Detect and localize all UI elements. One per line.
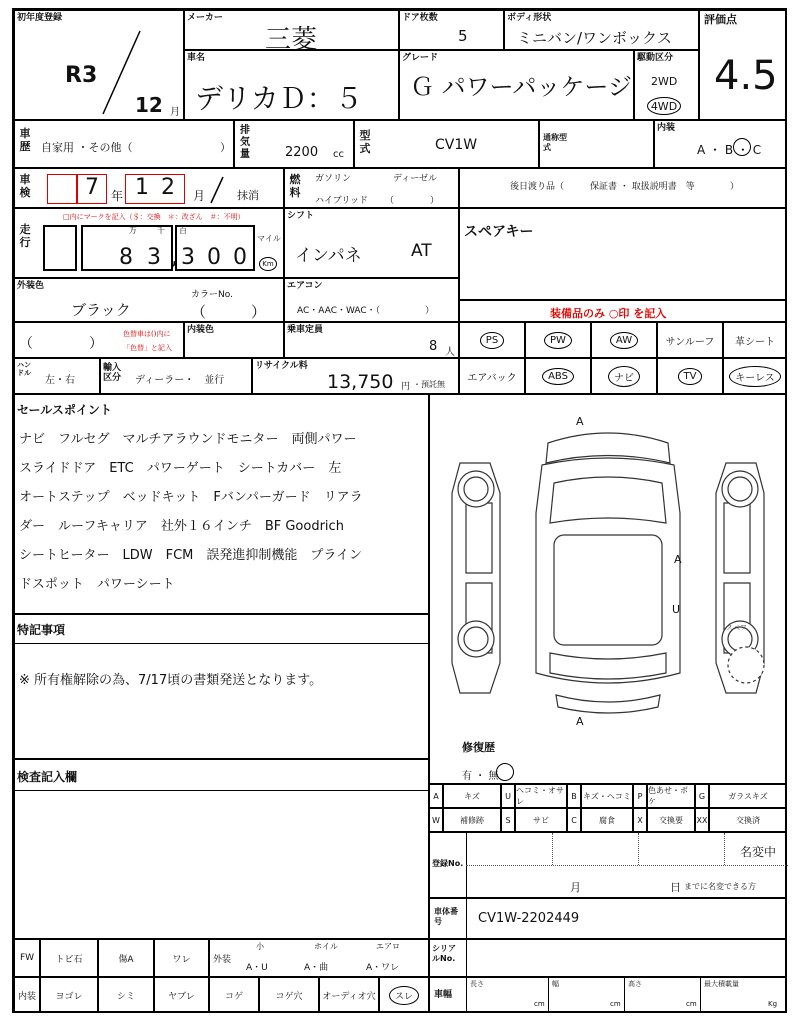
small-label: 小 [256, 942, 264, 951]
shift-label: シフト [287, 211, 315, 221]
mileage-unit-km: Km [259, 257, 277, 271]
legend2-text-7: 交換要 [659, 815, 683, 825]
equip1-text-4: 革シート [735, 336, 775, 348]
legend2-cell-2 [501, 808, 515, 832]
fuel-hybrid: ハイブリッド [315, 196, 369, 206]
chassis-cell [429, 898, 787, 939]
legend1-cell-4 [567, 784, 581, 808]
dims-maxload: 最大積載量 [704, 980, 739, 988]
mark-right-a: A [674, 553, 682, 566]
name-change: 名変中 [740, 845, 777, 859]
recycle-label: リサイクル料 [255, 361, 308, 371]
mileage-cell [14, 208, 284, 278]
bottom2-text-1: ヨゴレ [55, 991, 83, 1002]
mileage-digit-3: 3 [181, 245, 195, 270]
bottom1-text-0: FW [19, 953, 35, 963]
displacement-value: 2200 [285, 145, 319, 160]
inspection-month-unit: 月 [193, 189, 206, 203]
legend-row-2 [429, 808, 787, 832]
grade-cell [399, 50, 634, 120]
equip-note-cell [459, 300, 787, 322]
car-diagram [430, 403, 786, 723]
legend2-cell-9 [709, 808, 787, 832]
legend1-text-6: P [637, 791, 643, 801]
reg-no-sep2 [638, 833, 639, 865]
small-value: A・U [246, 963, 268, 973]
recycle-unit: 円 [401, 382, 411, 392]
equip1-cell-3 [657, 322, 723, 358]
auction-sheet [12, 8, 787, 1013]
sales-points-lines [19, 425, 429, 599]
bottom1-cell-0 [14, 939, 40, 977]
inspection-month: 12 [135, 175, 187, 200]
equip2-text-0: エアバック [467, 372, 517, 384]
legend2-text-6: X [637, 815, 643, 825]
equip1-cell-2 [591, 322, 657, 358]
serial-divider [466, 940, 467, 976]
equip1-text-1: PW [544, 332, 572, 349]
legend1-text-8: G [698, 791, 706, 801]
import-value: ディーラー・ 並行 [135, 375, 225, 386]
wheel-value: A・曲 [304, 963, 329, 973]
dims-label: 車幅 [434, 990, 453, 1000]
car-name-cell [184, 50, 399, 120]
reg-deadline: までに名変できる方 [684, 882, 756, 891]
sales-points-cell [14, 394, 429, 614]
dims-kg: Kg [768, 1000, 778, 1008]
color-change-note2: 「色替」と記入 [123, 344, 172, 352]
recycle-value: 13,750 [327, 371, 394, 393]
sales-point-line: オートステップ ベッドキット Fバンパーガード リアラ [19, 490, 363, 505]
fuel-cell [284, 168, 459, 208]
score-label: 評価点 [704, 13, 737, 26]
legend2-cell-8 [695, 808, 709, 832]
equip-note: 装備品のみ ○印 を記入 [550, 307, 667, 320]
legend2-text-2: S [505, 815, 511, 825]
dims-height-cm: cm [686, 1000, 697, 1008]
legend2-cell-0 [429, 808, 443, 832]
shift-value: インパネ [295, 246, 362, 266]
drive-label: 駆動区分 [637, 53, 674, 63]
bottom2-text-5: コゲ穴 [275, 991, 303, 1002]
mileage-lead-box [43, 225, 77, 271]
special-notes-label: 特記事項 [17, 623, 66, 637]
car-name-value: デリカＤ：５ [195, 82, 363, 115]
sales-point-line: ナビ フルセグ マルチアラウンドモニター 両側パワー [19, 432, 357, 447]
legend1-text-4: B [571, 791, 577, 801]
dims-width: 幅 [552, 980, 559, 988]
legend2-text-5: 腐食 [599, 815, 615, 825]
reg-no-sep3 [724, 833, 725, 865]
aero-value: A・ワレ [366, 963, 400, 973]
bottom2-cell-5 [259, 977, 319, 1013]
legend2-cell-3 [515, 808, 567, 832]
doors-label: ドア枚数 [402, 13, 438, 23]
equip1-cell-0 [459, 322, 525, 358]
capacity-cell [284, 322, 459, 358]
bottom2-text-7: スレ [389, 986, 419, 1005]
spare-label: スペア [726, 624, 747, 632]
bottom2-text-2: シミ [116, 991, 135, 1002]
equip1-cell-1 [525, 322, 591, 358]
legend1-cell-6 [633, 784, 647, 808]
color-change-paren: （ ） [19, 336, 103, 352]
reg-no-label: 登録No. [432, 859, 464, 868]
inspection-cancel: 抹消 [237, 189, 259, 202]
equipment-row-1 [459, 322, 787, 358]
aircon-label: エアコン [287, 281, 323, 291]
serial-label: シリアルNo. [432, 944, 456, 963]
color-change-cell [14, 322, 184, 358]
drive-cell [634, 50, 699, 120]
bottom1-cell-3 [154, 939, 209, 977]
color-change-note1: 色替車は()内に [123, 330, 171, 338]
score-value: 4.5 [714, 53, 778, 99]
mileage-unit-mile: マイル [257, 234, 281, 243]
equip2-cell-3 [657, 358, 723, 394]
legend1-cell-0 [429, 784, 443, 808]
import-label: 輸入区分 [103, 363, 122, 383]
recycle-deposit: ・預託無 [413, 380, 445, 389]
legend1-text-5: キズ・ヘコミ [583, 791, 631, 801]
capacity-label: 乗車定員 [287, 325, 324, 335]
history-label: 車歴 [19, 127, 31, 153]
sales-point-line: ダー ルーフキャリア 社外１６インチ BF Goodrich [19, 519, 344, 534]
exterior-label: 外装 [213, 955, 232, 965]
interior-grade-label: 内装 [657, 123, 676, 133]
sales-point-line: シートヒーター LDW FCM 誤発進抑制機能 プライン [19, 548, 362, 563]
shift-type: AT [411, 241, 432, 261]
bottom2-cell-2 [98, 977, 154, 1013]
exterior-color-value: ブラック [71, 301, 131, 319]
inspector-notes-cell [14, 759, 429, 939]
legend1-text-3: ヘコミ・オサレ [516, 786, 564, 806]
mileage-digit-5: 0 [233, 245, 247, 270]
repair-circle [496, 763, 514, 781]
serial-cell [429, 939, 787, 977]
mileage-man: 万 [129, 226, 137, 235]
fuel-gasoline: ガソリン [315, 174, 352, 184]
mileage-digit-1: 8 [119, 245, 133, 270]
legend2-text-8: XX [696, 815, 708, 825]
exterior-small-cell [209, 939, 429, 977]
history-cell [14, 120, 234, 168]
mileage-digit-2: 3 [147, 245, 161, 270]
capacity-value: 8 [429, 339, 438, 354]
car-name-label: 車名 [187, 53, 206, 63]
first-reg-month-unit: 月 [170, 107, 180, 118]
reg-month: 月 [570, 881, 581, 894]
sales-point-line: スライドドア ETC パワーゲート シートカバー 左 [19, 461, 342, 476]
special-notes-cell [14, 614, 429, 759]
inspector-notes-label: 検査記入欄 [17, 770, 78, 784]
interior-grade-cell [654, 120, 787, 168]
dims-length-cm: cm [534, 1000, 545, 1008]
legend1-cell-9 [709, 784, 787, 808]
bottom1-cell-2 [98, 939, 154, 977]
drive-2wd: 2WD [651, 75, 678, 88]
displacement-label: 排気量 [240, 125, 250, 160]
equip2-text-3: TV [678, 368, 703, 385]
model-value: CV1W [435, 137, 478, 153]
legend2-cell-7 [647, 808, 695, 832]
bottom2-text-4: コゲ [224, 991, 243, 1002]
interior-grade-value: A ・ B ・ C [697, 143, 762, 157]
displacement-unit: cc [333, 149, 344, 160]
interior-color-cell [184, 322, 284, 358]
body-type-value: ミニバン/ワンボックス [517, 29, 672, 47]
dims-width-cm: cm [610, 1000, 621, 1008]
shift-cell [284, 208, 459, 278]
handle-cell [14, 358, 100, 394]
legend1-text-9: ガラスキズ [728, 791, 768, 801]
inspection-cell [14, 168, 284, 208]
fuel-diesel: ディーゼル [392, 173, 438, 184]
equip2-cell-4 [723, 358, 787, 394]
car-diagram-cell [429, 394, 787, 784]
bottom2-cell-4 [209, 977, 259, 1013]
legend1-cell-8 [695, 784, 709, 808]
legend1-text-2: U [505, 791, 511, 801]
equip2-cell-1 [525, 358, 591, 394]
legend1-cell-1 [443, 784, 501, 808]
mileage-digit-4: 0 [207, 245, 221, 270]
interior-color-label: 内装色 [187, 325, 215, 335]
legend1-text-7: 色あせ・ボケ [648, 786, 688, 806]
equip1-cell-4 [723, 322, 787, 358]
equip2-text-2: ナビ [608, 366, 640, 387]
inspection-label: 車検 [19, 173, 31, 199]
bottom1-text-2: 傷A [118, 954, 134, 965]
legend2-text-4: C [571, 815, 577, 825]
common-model-label: 通称型式 [543, 133, 567, 152]
score-cell [699, 10, 787, 120]
history-value: 自家用 ・その他（ [41, 141, 133, 154]
bottom2-text-0: 内装 [17, 991, 36, 1002]
mark-right-u: U [672, 603, 681, 616]
color-no-paren: （ ） [191, 303, 267, 321]
legend1-text-0: A [433, 791, 439, 801]
legend2-cell-1 [443, 808, 501, 832]
aircon-cell [284, 278, 459, 322]
fuel-hybrid-paren: （ ） [385, 196, 440, 206]
interior-grade-circle [733, 138, 751, 156]
legend2-cell-4 [567, 808, 581, 832]
mark-front: A [576, 415, 584, 428]
maker-value: 三菱 [265, 25, 318, 55]
exterior-color-label: 外装色 [17, 281, 45, 291]
spare-key-cell [459, 208, 787, 300]
bottom2-cell-0 [14, 977, 40, 1013]
chassis-label: 車体番号 [434, 907, 458, 926]
inspection-year: 7 [85, 175, 99, 200]
legend2-cell-6 [633, 808, 647, 832]
repair-label: 修復歴 [462, 741, 495, 754]
aircon-value: AC・AAC・WAC・（ ） [297, 306, 435, 316]
doors-cell [399, 10, 504, 50]
equip1-text-0: PS [480, 332, 504, 349]
inspection-year-box [47, 174, 77, 204]
dims-cell [429, 977, 787, 1013]
docs-items: 保証書 ・ 取扱説明書 等 [590, 182, 695, 192]
history-close: ） [220, 141, 231, 154]
maker-label: メーカー [187, 13, 223, 23]
sales-point-line: ドスポット パワーシート [19, 577, 175, 592]
equip1-text-2: AW [610, 332, 638, 349]
legend1-cell-7 [647, 784, 695, 808]
dims-div0 [466, 978, 467, 1012]
legend2-text-3: サビ [533, 815, 549, 825]
bottom-row-2 [14, 977, 429, 1013]
spare-key-text: スペアキー [464, 224, 534, 240]
sales-points-label: セールスポイント [17, 403, 112, 417]
equipment-row-2 [459, 358, 787, 394]
dims-div3 [700, 978, 701, 1012]
model-label: 型式 [359, 129, 371, 155]
bottom2-cell-1 [40, 977, 98, 1013]
first-reg-month: 12 [135, 93, 163, 117]
special-notes-text: ※ 所有権解除の為、7/17頃の書類発送となります。 [19, 673, 323, 688]
bottom1-text-1: トビ石 [55, 954, 83, 965]
dims-length: 長さ [470, 980, 484, 988]
first-reg-era: R3 [65, 63, 98, 88]
equip2-text-1: ABS [542, 368, 574, 385]
common-model-cell [539, 120, 654, 168]
legend2-text-1: 補修跡 [460, 815, 484, 825]
dims-div2 [624, 978, 625, 1012]
mileage-label: 走行 [19, 223, 31, 249]
recycle-cell [252, 358, 459, 394]
legend2-text-9: 交換済 [736, 815, 760, 825]
handle-value: 左・右 [45, 375, 75, 386]
first-reg-cell [14, 10, 184, 120]
equip2-text-4: キーレス [729, 366, 781, 387]
chassis-value: CV1W-2202449 [478, 911, 580, 926]
reg-no-sep1 [552, 833, 553, 865]
bottom1-text-3: ワレ [172, 954, 191, 965]
equip1-text-3: サンルーフ [665, 336, 715, 348]
mark-rear: A [576, 715, 584, 728]
equip2-cell-0 [459, 358, 525, 394]
bottom2-text-3: ヤブレ [168, 991, 195, 1002]
fuel-label: 燃料 [289, 173, 301, 199]
mileage-hyaku: 百 [179, 226, 187, 235]
bottom1-cell-1 [40, 939, 98, 977]
legend2-text-0: W [432, 815, 440, 825]
first-reg-label: 初年度登録 [17, 13, 63, 23]
chassis-divider [466, 899, 467, 938]
repair-value: 有 ・ 無 [462, 771, 499, 782]
mileage-sen: 千 [157, 226, 165, 235]
exterior-color-cell [14, 278, 284, 322]
docs-label: 後日渡り品（ [510, 182, 565, 192]
legend1-text-1: キズ [464, 791, 480, 801]
wheel-label: ホイル [314, 942, 338, 951]
reg-day: 日 [670, 881, 681, 894]
body-type-cell [504, 10, 699, 50]
inspection-year-unit: 年 [111, 189, 124, 203]
legend1-cell-5 [581, 784, 633, 808]
special-notes-divider [15, 643, 428, 644]
dims-div1 [548, 978, 549, 1012]
mileage-note: □内にマークを記入（＄：交換 ＊：改ざん ＃：不明） [63, 213, 245, 221]
maker-cell [184, 10, 399, 55]
grade-value: Ｇ パワーパッケージ [410, 73, 632, 101]
bottom2-text-6: オーディオ穴 [322, 991, 376, 1002]
bottom2-cell-7 [379, 977, 429, 1013]
bottom2-cell-6 [319, 977, 379, 1013]
equip2-cell-2 [591, 358, 657, 394]
body-type-label: ボディ形状 [507, 13, 552, 23]
legend-row-1 [429, 784, 787, 808]
displacement-cell [234, 120, 354, 168]
capacity-unit: 人 [445, 347, 455, 358]
bottom2-cell-3 [154, 977, 209, 1013]
inspection-slash [207, 175, 227, 205]
aero-label: エアロ [376, 942, 400, 951]
import-cell [100, 358, 252, 394]
inspector-notes-divider [15, 790, 428, 791]
mileage-comma: , [171, 245, 178, 270]
legend1-cell-3 [515, 784, 567, 808]
reg-no-cell [429, 832, 787, 898]
doors-value: 5 [458, 27, 468, 45]
drive-4wd: 4WD [647, 97, 681, 115]
handle-label: ハンドル [17, 361, 31, 377]
legend2-cell-5 [581, 808, 633, 832]
docs-close: ） [730, 182, 740, 192]
dims-height: 高さ [628, 980, 642, 988]
legend1-cell-2 [501, 784, 515, 808]
docs-cell [459, 168, 787, 208]
color-no-label: カラーNo. [191, 290, 233, 300]
grade-label: グレード [402, 53, 439, 63]
model-cell [354, 120, 539, 168]
